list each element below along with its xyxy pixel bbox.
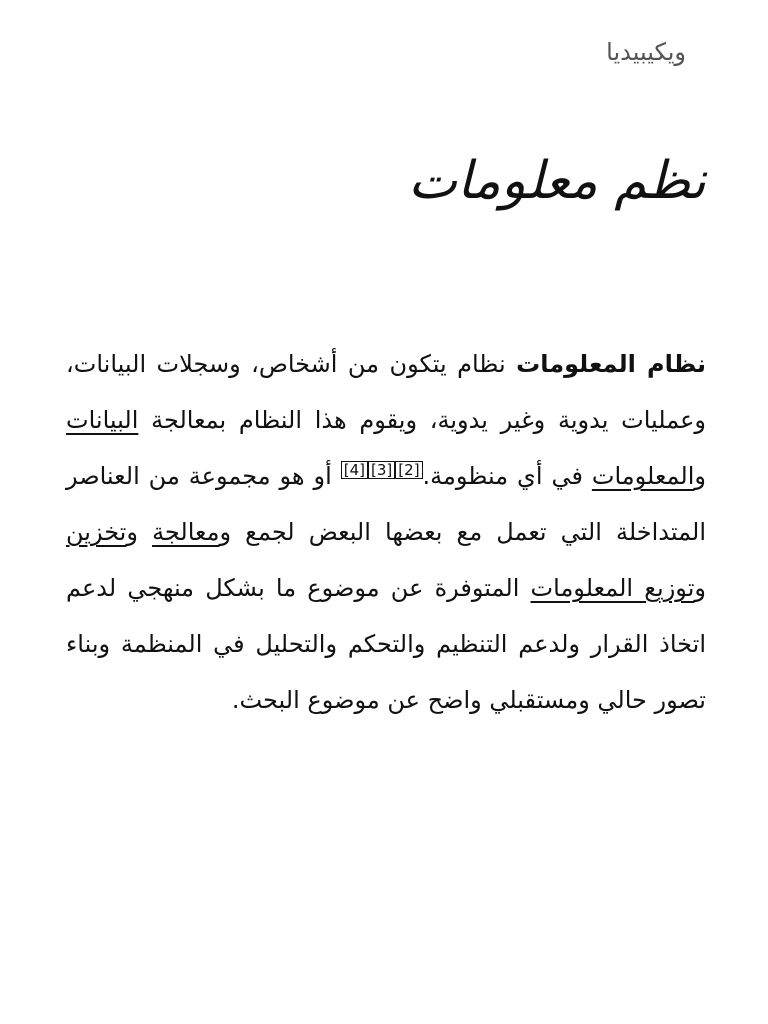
site-name[interactable]: ويكيبيديا bbox=[606, 38, 686, 66]
link-processing[interactable]: معالجة bbox=[152, 518, 220, 546]
text-segment: أو هو مجموعة من العناصر المتداخلة التي تعمل مع بعضها البعض لجمع و bbox=[66, 462, 706, 546]
text-segment: المتوفرة عن موضوع ما بشكل منهجي لدعم اتخاذ القرار ولدعم التنظيم والتحكم والتحليل في المنظمة وبناء تصور حالي ومستقبلي واضح عن موضوع البحث. bbox=[66, 574, 706, 714]
link-distribution[interactable]: توزيع المعلومات bbox=[530, 574, 695, 602]
text-segment: و bbox=[126, 518, 153, 546]
text-segment: و bbox=[694, 462, 707, 490]
text-segment: و bbox=[694, 574, 706, 602]
page-title: نظم معلومات bbox=[408, 151, 706, 211]
reference-link[interactable]: [3] bbox=[368, 461, 395, 479]
text-segment: نظام يتكون من أشخاص، وسجلات البيانات، وعمليات يدوية وغير يدوية، ويقوم هذا النظام بمعالجة bbox=[66, 350, 706, 434]
link-information[interactable]: المعلومات bbox=[591, 462, 695, 490]
reference-link[interactable]: [2] bbox=[395, 461, 422, 479]
link-storage[interactable]: تخزين bbox=[66, 518, 127, 546]
lead-term: نظام المعلومات bbox=[516, 350, 706, 378]
link-data[interactable]: البيانات bbox=[66, 406, 139, 434]
reference-group bbox=[341, 461, 423, 479]
reference-link[interactable]: [4] bbox=[341, 461, 368, 479]
text-segment: في أي منظومة. bbox=[422, 462, 592, 490]
article-paragraph bbox=[66, 336, 706, 728]
